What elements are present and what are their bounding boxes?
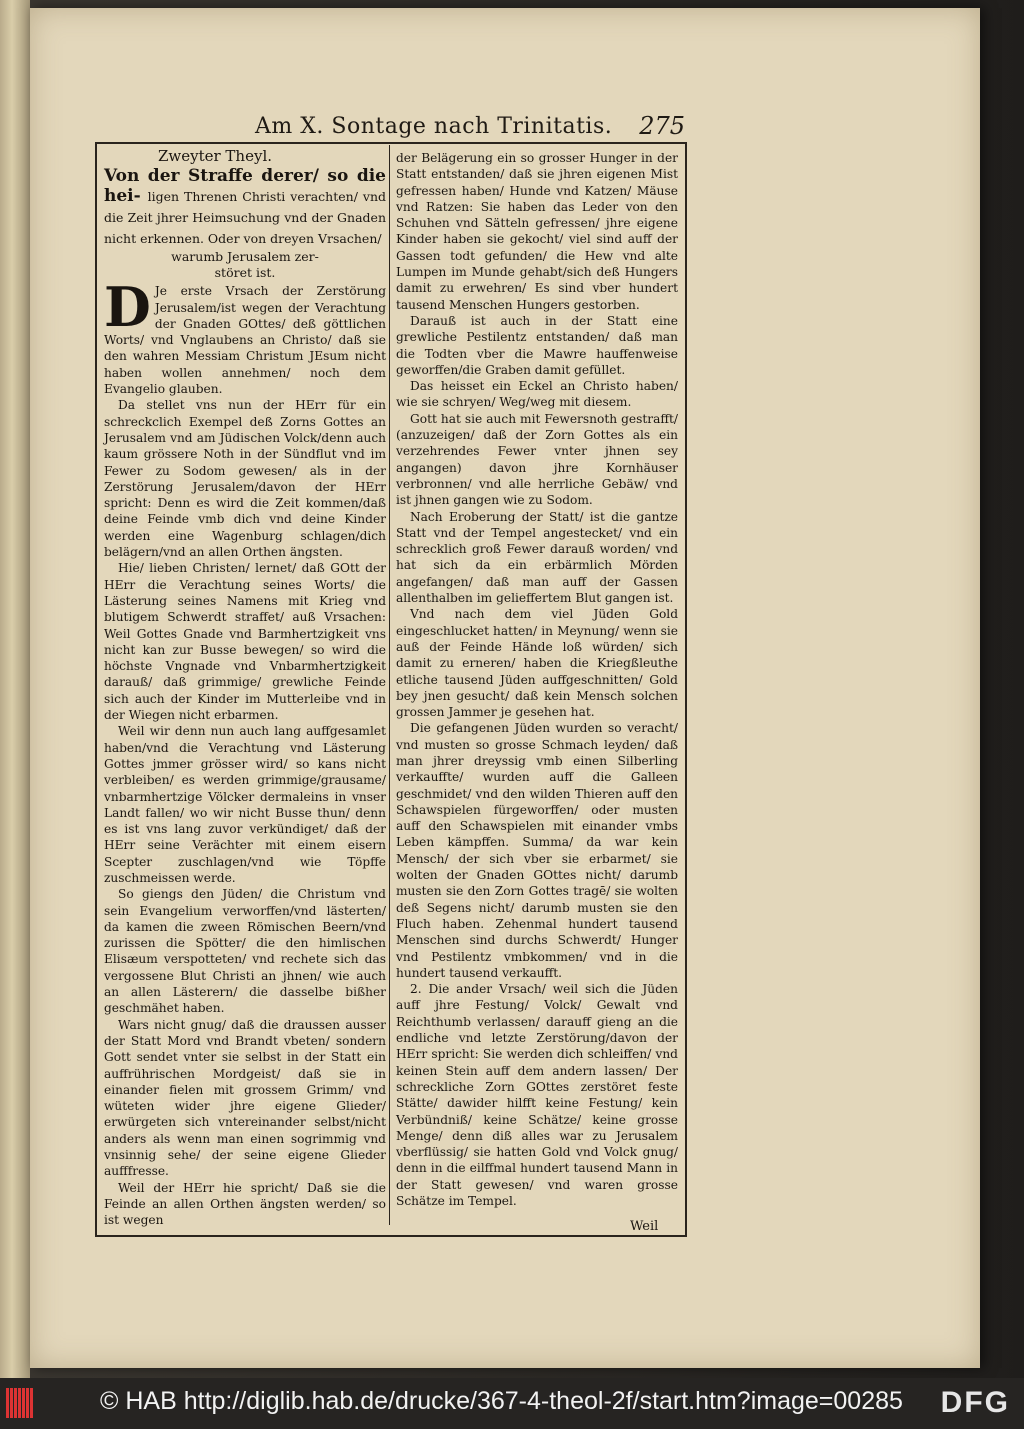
paragraph: Wars nicht gnug/ daß die draussen ausser der Statt Mord vnd Brandt vbeten/ sondern Gott sendet vnter sie selbst in der Statt ein auffrührischen Mordgeist/ daß sie in einander fielen mit grossem Grimm/ vnd wüteten wider jhre eigene Glieder/ erwürgeten sich vntereinander selbst/nicht anders als wenn man einen sogrimmig vnd vnsinnig sehe/ der seine eigene Glieder aufffresse. bbox=[104, 1017, 386, 1179]
hab-logo-icon bbox=[6, 1388, 38, 1418]
catchword: Weil bbox=[630, 1219, 659, 1234]
section-title bbox=[104, 166, 386, 249]
left-column bbox=[104, 148, 386, 1229]
paragraph: Hie/ lieben Christen/ lernet/ daß GOtt der HErr die Verachtung seines Worts/ die Lästerung seines Namens mit Krieg vnd blutigem Schwerdt straffet/ auß Vrsachen: Weil Gottes Gnade vnd Barmhertzigkeit vns nicht kan zur Busse bewegen/ so wird die höchste Vngnade vnd Vnbarmhertzigkeit darauß/ daß grimmige/ grewliche Feinde sich auch der Kinder im Mutterleibe vnd in der Wiegen nicht erbarmen. bbox=[104, 561, 386, 723]
paragraph-text: Je erste Vrsach der Zerstörung Jerusalem/ist wegen der Verachtung der Gnaden GOttes/ deß göttlichen Worts/ vnd Vnglaubens an Christo/ daß sie den wahren Messiam Christum JEsum nicht haben wollen annehmen/ noch dem Evangelio glauben. bbox=[104, 284, 386, 397]
paragraph: Da stellet vns nun der HErr für ein schreckclich Exempel deß Zorns Gottes an Jerusalem vnd am Jüdischen Volck/denn auch kaum grössere Noth in der Sündflut vnd im Fewer zu Sodom gewesen/ als in der Zerstörung Jerusalem/davon der HErr spricht: Denn es wird die Zeit kommen/daß deine Feinde vmb dich vnd deine Kinder werden eine Wagenburg schlagen/dich belägern/vnd an allen Orthen ängsten. bbox=[104, 398, 386, 560]
paragraph: Nach Eroberung der Statt/ ist die gantze Statt vnd der Tempel angestecket/ vnd ein schrecklich groß Fewer darauß worden/ vnd hat sich da ein erbärmlich Mörden angefangen/ daß man auff der Gassen allenthalben im gelieffertem Blut gangen ist. bbox=[396, 509, 678, 606]
paragraph bbox=[104, 275, 386, 397]
drop-cap-initial: D bbox=[104, 275, 151, 340]
paragraph: Weil der HErr hie spricht/ Daß sie die Feinde an allen Orthen ängsten werden/ so ist wegen bbox=[104, 1180, 386, 1228]
paragraph: Die gefangenen Jüden wurden so veracht/ vnd musten so grosse Schmach leyden/ daß man jhrer dreyssig vmb einen Silberling verkauffte/ wurden auff die Galleen geschmidet/ vnd den wilden Thieren auff den Schawspielen fürgeworffen/ oder musten auff den Schawspielen mit einander vmbs Leben kämpffen. Summa/ da war kein Mensch/ der sich vber sie erbarmet/ sie wolten der Gnaden GOttes nicht/ darumb musten sie den Zorn Gottes tragē/ sie wolten deß Segens nicht/ darumb musten sie den Fluch haben. Zehenmal hundert tausend Menschen sind durchs Schwerdt/ Hunger vnd Pestilentz vmbkommen/ vnd in die hundert tausend verkaufft. bbox=[396, 721, 678, 980]
source-link[interactable]: © HAB http://diglib.hab.de/drucke/367-4-theol-2f/start.htm?image=00285 bbox=[100, 1387, 903, 1415]
subtitle-line-2: störet ist. bbox=[214, 265, 276, 281]
paragraph: Weil wir denn nun auch lang auffgesamlet haben/vnd die Verachtung vnd Lästerung Gottes jmmer grösser wird/ so kans nicht verbleiben/ es werden grimmige/grausame/ vnbarmhertzige Völcker dermaleins in vnser Landt fallen/ wo wir nicht Busse thun/ denn es ist vns lang zuvor verkündiget/ daß der HErr seine Verächter mit einem eisern Scepter zuschlagen/vnd wie Töpffe zuschmeissen werde. bbox=[104, 724, 386, 885]
running-header bbox=[95, 112, 685, 142]
paragraph: Das heisset ein Eckel an Christo haben/ wie sie schryen/ Weg/weg mit diesem. bbox=[396, 379, 678, 410]
paragraph: der Belägerung ein so grosser Hunger in der Statt entstanden/ daß sie jhren eigenen Mist gefressen haben/ Hunde vnd Katzen/ Mäuse vnd Ratzen: Sie haben das Leder von den Schuhen vnd Sätteln gefressen/ jhre eigene Kinder haben sie gekocht/ viel sind auff der Gassen todt gefunden/ die Hew vnd alte Lumpen im Munde gehabt/sich deß Hungers damit zu erwehren/ Es sind vber hundert tausend Menschen Hungers gestorben. bbox=[396, 151, 678, 312]
page-number: 275 bbox=[639, 112, 685, 140]
running-title: Am X. Sontage nach Trinitatis. bbox=[255, 114, 613, 139]
part-label: Zweyter Theyl. bbox=[157, 147, 273, 165]
left-page-edge bbox=[0, 0, 30, 1378]
right-column bbox=[396, 148, 678, 1209]
column-rule bbox=[389, 145, 390, 1225]
paragraph: Vnd nach dem viel Jüden Gold eingeschlucket hatten/ in Meynung/ wenn sie auß der Feinde Hände loß würden/ sich damit zu erneren/ haben die Kriegßleuthe etliche tausend Jüden auffgeschnitten/ Gold bey jnen gesucht/ daß kein Mensch solchen grossen Jammer je gesehen hat. bbox=[396, 607, 678, 720]
paragraph: Gott hat sie auch mit Fewersnoth gestrafft/ (anzuzeigen/ daß der Zorn Gottes als ein verzehrendes Fewer vnter jhnen sey angangen) davon jhre Kornhäuser verbronnen/ vnd alle herrliche Gebäw/ vnd ist jhnen gangen wie zu Sodom. bbox=[396, 411, 678, 508]
section-title-rest: ligen Threnen Christi verachten/ vnd die Zeit jhrer Heimsuchung vnd der Gnaden nicht erkennen. Oder von dreyen Vrsachen/ bbox=[104, 189, 386, 247]
subtitle-line-1: warumb Jerusalem zer- bbox=[171, 249, 319, 265]
footer-bar bbox=[0, 1378, 1024, 1429]
paragraph: 2. Die ander Vrsach/ weil sich die Jüden auff jhre Festung/ Volck/ Gewalt vnd Reichthumb verlassen/ darauff gieng an die endliche vnd letzte Zerstörung/davon der HErr spricht: Sie werden dich schleiffen/ vnd keinen Stein auff dem andern lassen/ Der schreckliche Zorn GOttes zerstöret feste Stätte/ dawider hilfft keine Festung/ kein Verbündniß/ keine Schätze/ keine grosse Menge/ denn diß alles war zu Jerusalem vberflüssig/ sie hatten Gold vnd Volck gnug/ denn in die eilffmal hundert tausend Mann in der Statt gewesen/ vnd waren grosse Schätze im Tempel. bbox=[396, 982, 678, 1208]
dfg-logo: DFG bbox=[940, 1386, 1010, 1419]
paragraph: Darauß ist auch in der Statt eine grewliche Pestilentz entstanden/ daß man die Todten vber die Mawre hauffenweise geworffen/die Graben damit gefüllet. bbox=[396, 313, 678, 377]
paragraph: So giengs den Jüden/ die Christum vnd sein Evangelium verworffen/vnd lästerten/ da kamen die zween Römischen Beern/vnd zurissen die Spötter/ die den himlischen Elisæum verspotteten/ vnd rechete sich das vergossene Blut Christi an jhnen/ wie auch an allen Lästerern/ die dasselbe bißher geschmähet haben. bbox=[104, 887, 386, 1016]
section-title-bold: Von der Straffe derer/ so die hei- bbox=[104, 166, 386, 207]
